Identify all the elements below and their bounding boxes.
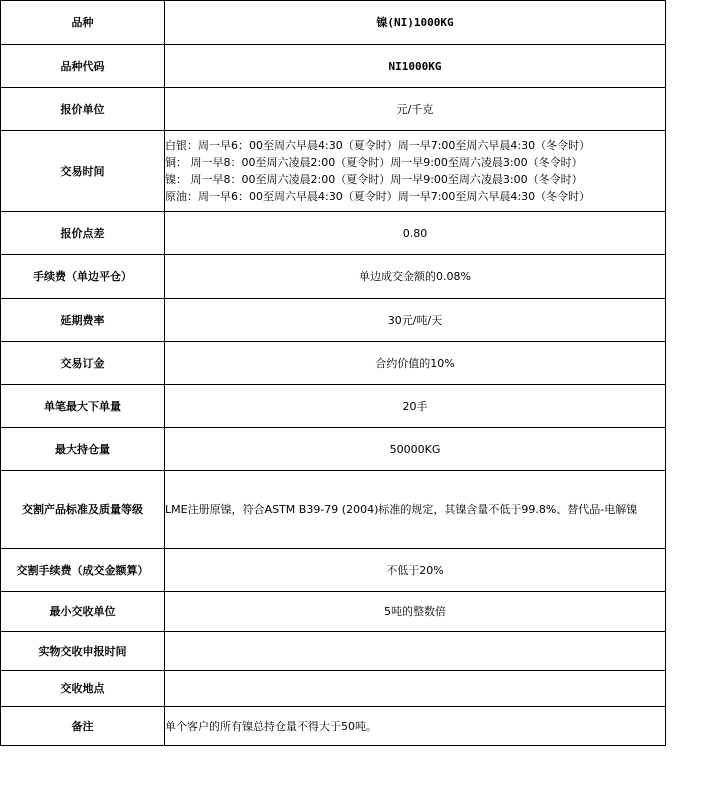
row-value [165,632,666,671]
row-value: 合约价值的10% [165,342,666,385]
table-row [1,428,666,471]
table-row [1,342,666,385]
row-label: 备注 [1,707,165,746]
row-label: 交易时间 [1,131,165,212]
table-row [1,671,666,707]
row-label: 最小交收单位 [1,592,165,632]
row-label: 交收地点 [1,671,165,707]
row-value: NI1000KG [165,45,666,88]
table-row [1,592,666,632]
row-label: 报价单位 [1,88,165,131]
row-label: 手续费（单边平仓） [1,255,165,299]
row-label: 交割手续费（成交金额算） [1,549,165,592]
row-label: 实物交收申报时间 [1,632,165,671]
trading-hours-copper: 铜： 周一早8：00至周六凌晨2:00（夏令时）周一早9:00至周六凌晨3:00（冬令时） [165,156,583,169]
table-row [1,45,666,88]
trading-hours-nickel: 镍： 周一早8：00至周六凌晨2:00（夏令时）周一早9:00至周六凌晨3:00（冬令时） [165,173,583,186]
row-value: 元/千克 [165,88,666,131]
row-value: 0.80 [165,212,666,255]
table-row [1,549,666,592]
row-value: 5吨的整数倍 [165,592,666,632]
table-row [1,471,666,549]
row-value: 20手 [165,385,666,428]
row-value [165,671,666,707]
table-row [1,385,666,428]
table-row [1,299,666,342]
table-row [1,88,666,131]
row-label: 交易订金 [1,342,165,385]
row-value: 50000KG [165,428,666,471]
table-row [1,707,666,746]
row-label: 延期费率 [1,299,165,342]
table-row [1,131,666,212]
row-value: 单边成交金额的0.08% [165,255,666,299]
trading-hours-crude-oil: 原油：周一早6：00至周六早晨4:30（夏令时）周一早7:00至周六早晨4:30（冬令时） [165,190,591,203]
row-label: 报价点差 [1,212,165,255]
trading-hours-cell [165,131,666,212]
row-value: 镍(NI)1000KG [165,1,666,45]
row-value: 不低于20% [165,549,666,592]
table-row [1,212,666,255]
row-value: 单个客户的所有镍总持仓量不得大于50吨。 [165,707,666,746]
row-value: 30元/吨/天 [165,299,666,342]
table-row [1,1,666,45]
row-label: 单笔最大下单量 [1,385,165,428]
row-label: 交割产品标准及质量等级 [1,471,165,549]
row-label: 品种代码 [1,45,165,88]
row-label: 最大持仓量 [1,428,165,471]
table-row [1,632,666,671]
row-label: 品种 [1,1,165,45]
trading-hours-silver: 白银：周一早6：00至周六早晨4:30（夏令时）周一早7:00至周六早晨4:30（冬令时） [165,139,591,152]
row-value: LME注册原镍，符合ASTM B39-79 (2004)标准的规定，其镍含量不低于99.8%、替代品-电解镍 [165,471,666,549]
table-row [1,255,666,299]
